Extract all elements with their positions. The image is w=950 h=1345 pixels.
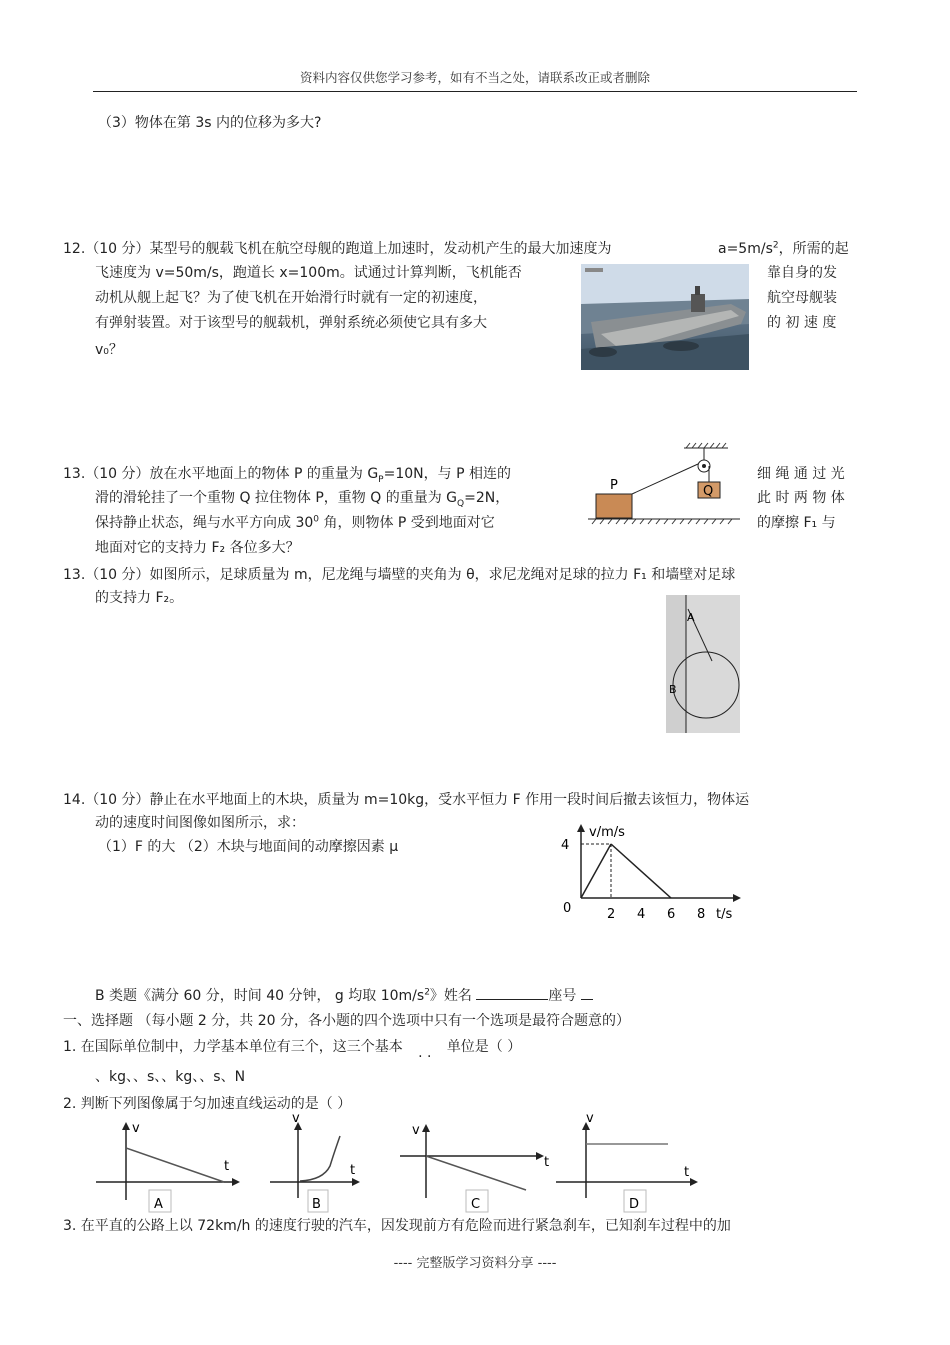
q13b-line2: 的支持力 F₂。	[95, 590, 184, 606]
q12-line1	[63, 238, 612, 258]
vt-xtick-8: 8	[697, 907, 706, 922]
q12-accel: a=5m/s	[718, 241, 773, 257]
graph-d-v: v	[586, 1111, 594, 1126]
q12-line1-c: ，所需的起	[778, 241, 849, 257]
vt-xtick-2: 2	[607, 907, 616, 922]
label-p: P	[610, 478, 618, 493]
q12-line4: 有弹射装置。对于该型号的舰载机，弹射系统必须使它具有多大	[95, 315, 487, 331]
name-blank[interactable]	[476, 987, 548, 1000]
q13a-line2	[95, 487, 509, 509]
q12-line1-right	[718, 238, 849, 258]
graph-d-label: D	[629, 1197, 640, 1212]
b-q1	[63, 1036, 522, 1061]
x-axis-label: t/s	[716, 907, 733, 922]
q13b-line1: 13.（10 分）如图所示，足球质量为 m，尼龙绳与墙壁的夹角为 θ，求尼龙绳对足球的拉力 F₁ 和墙壁对足球	[63, 567, 736, 583]
q14-line2: 动的速度时间图像如图所示，求：	[95, 815, 305, 831]
q13a-line1	[63, 463, 511, 485]
q13a-line1-b: =10N，与 P 相连的	[383, 466, 511, 482]
b-q3: 3. 在平直的公路上以 72km/h 的速度行驶的汽车，因发现前方有危险而进行紧急刹车，已知刹车过程中的加	[63, 1218, 731, 1234]
vt-xtick-4: 4	[637, 907, 646, 922]
graph-c-v: v	[412, 1123, 420, 1138]
q13a-line3	[95, 512, 495, 532]
q13a-line2-a: 滑的滑轮挂了一个重物 Q 拉住物体 P，重物 Q 的重量为 G	[95, 490, 458, 506]
vt-xtick-6: 6	[667, 907, 676, 922]
b-q1-dots: . .	[418, 1045, 432, 1061]
graph-b	[268, 1108, 368, 1214]
q12-accel-sup: 2	[772, 240, 779, 251]
q13a-line3-a: 保持静止状态，绳与水平方向成 30	[95, 515, 314, 531]
vt-segment-1	[611, 844, 671, 898]
q14-line1: 14.（10 分）静止在水平地面上的木块，质量为 m=10kg，受水平恒力 F 作用一段时间后撤去该恒力，物体运	[63, 792, 750, 808]
section-b-title	[95, 985, 593, 1005]
q13a-sup: 0	[313, 514, 319, 525]
b-q1-a: 1. 在国际单位制中，力学基本单位有三个，这三个基本	[63, 1039, 403, 1055]
q13a-line2-right: 此 时 两 物 体	[757, 490, 845, 506]
page-footer: ---- 完整版学习资料分享 ----	[393, 1256, 557, 1271]
q13a-line3-b: 角，则物体 P 受到地面对它	[319, 515, 495, 531]
b-q1-b: 单位是（ ）	[446, 1039, 522, 1055]
x-axis-arrow	[733, 894, 741, 902]
graph-d	[554, 1108, 704, 1214]
aircraft-carrier-photo	[581, 264, 749, 370]
graph-c-t: t	[544, 1155, 550, 1170]
q13a-line4: 地面对它的支持力 F₂ 各位多大？	[95, 540, 300, 556]
label-b: B	[669, 683, 677, 696]
section-b-title-c: 座号	[548, 988, 577, 1004]
q13a-line2-b: =2N，	[464, 490, 510, 506]
q13a-line3-right: 的摩擦 F₁ 与	[757, 515, 836, 531]
graph-d-t: t	[684, 1165, 690, 1180]
y-axis-arrow	[577, 824, 585, 832]
section-b-title-b: 》姓名	[429, 988, 472, 1004]
q13a-sub-p: P	[378, 474, 384, 485]
vt-ytick-4: 4	[561, 838, 570, 853]
label-q: Q	[703, 484, 714, 499]
graph-c-label: C	[471, 1197, 481, 1212]
pulley-diagram	[588, 442, 748, 534]
q12-line4-right: 的 初 速 度	[767, 315, 837, 331]
graph-a-v: v	[132, 1121, 140, 1136]
q12-line2: 飞速度为 v=50m/s，跑道长 x=100m。试通过计算判断，飞机能否	[95, 265, 522, 281]
y-axis-label: v/m/s	[589, 825, 625, 840]
q13a-line1-right: 细 绳 通 过 光	[757, 466, 845, 482]
football-diagram	[666, 595, 740, 733]
graph-c	[398, 1118, 558, 1214]
page-header: 资料内容仅供您学习参考，如有不当之处，请联系改正或者删除	[299, 70, 650, 85]
header-divider	[93, 91, 857, 92]
graph-a	[94, 1118, 244, 1214]
graph-a-t: t	[224, 1159, 230, 1174]
q14-line3: （1）F 的大 （2）木块与地面间的动摩擦因素 μ	[98, 839, 399, 855]
q13a-line1-a: 13.（10 分）放在水平地面上的物体 P 的重量为 G	[63, 466, 379, 482]
q12-line2-right: 靠自身的发	[767, 265, 837, 281]
origin-label: 0	[563, 901, 572, 916]
section-b-title-a: B 类题《满分 60 分，时间 40 分钟， g 均取 10m/s	[95, 988, 425, 1004]
q11-part3: （3）物体在第 3s 内的位移为多大?	[98, 115, 322, 131]
q13a-sub-q: Q	[457, 498, 465, 509]
graph-a-label: A	[154, 1197, 163, 1212]
q12-line5: v₀？	[95, 342, 123, 358]
vt-chart	[555, 820, 745, 926]
graph-b-t: t	[350, 1163, 356, 1178]
part1-heading: 一、选择题 （每小题 2 分，共 20 分，各小题的四个选项中只有一个选项是最符合题意的）	[63, 1013, 630, 1029]
q12-line3: 动机从舰上起飞？为了使飞机在开始滑行时就有一定的初速度，	[95, 290, 487, 306]
seat-blank[interactable]	[581, 987, 593, 1000]
label-a: A	[687, 611, 695, 624]
b-q2: 2. 判断下列图像属于匀加速直线运动的是（ ）	[63, 1096, 352, 1112]
vt-segment-0	[581, 844, 611, 898]
graph-b-v: v	[292, 1111, 300, 1126]
q12-line3-right: 航空母舰装	[767, 290, 837, 306]
q12-line1-a: 12.（10 分）某型号的舰载飞机在航空母舰的跑道上加速时，发动机产生的最大加速度为	[63, 241, 612, 257]
graph-b-label: B	[312, 1197, 321, 1212]
section-b-sup: 2	[424, 987, 430, 998]
b-q1-options: 、kg、、s、、kg、、s、N	[95, 1069, 246, 1085]
